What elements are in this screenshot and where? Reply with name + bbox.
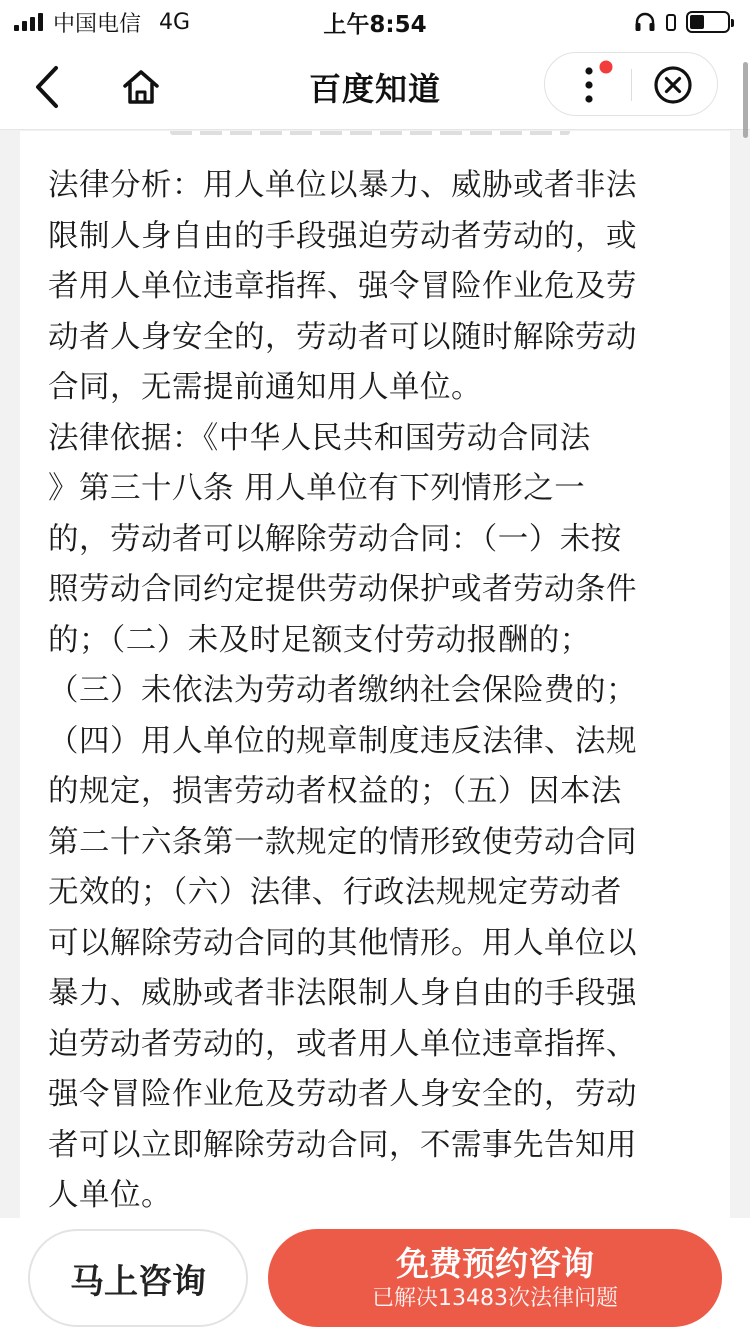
scrollbar[interactable]	[743, 62, 748, 138]
consult-now-button[interactable]	[28, 1229, 248, 1327]
close-circle-icon[interactable]	[632, 53, 719, 117]
back-arrow-icon[interactable]	[28, 64, 68, 110]
answer-content-card	[20, 131, 730, 1218]
battery-icon	[686, 11, 730, 33]
notification-dot	[600, 61, 613, 74]
carrier-name: 中国电信	[53, 11, 142, 37]
solved-count-text: 已解决13483次法律问题	[372, 1286, 618, 1311]
orientation-lock-icon	[666, 12, 676, 32]
clipped-text-line	[170, 131, 570, 135]
consult-now-label: 马上咨询	[70, 1261, 206, 1302]
free-booking-button[interactable]	[268, 1229, 722, 1327]
network-type: 4G	[159, 9, 191, 35]
home-icon[interactable]	[120, 66, 162, 108]
more-dots-icon[interactable]	[545, 53, 631, 117]
status-left	[14, 7, 190, 38]
page-title: 百度知道	[308, 70, 441, 108]
mini-program-capsule	[544, 52, 718, 116]
status-right	[634, 11, 730, 33]
bottom-action-bar	[0, 1218, 750, 1334]
headphones-icon	[634, 12, 656, 32]
free-booking-title: 免费预约咨询	[396, 1244, 594, 1283]
battery-level	[690, 15, 704, 29]
answer-text: 法律分析：用人单位以暴力、威胁或者非法 限制人身自由的手段强迫劳动者劳动的，或 者用人单位违章指挥、强令冒险作业危及劳 动者人身安全的，劳动者可以随时解除劳动 合同，无需提前通知用人单位。 法律依据：《中华人民共和国劳动合同法 》第三十八条 用人单位有下列情形之一 的，劳动者可以解除劳动合同：（一）未按 照劳动合同约定提供劳动保护或者劳动条件 的；（二）未及时足额支付劳动报酬的； （三）未依法为劳动者缴纳社会保险费的； （四）用人单位的规章制度违反法律、法规 的规定，损害劳动者权益的；（五）因本法 第二十六条第一款规定的情形致使劳动合同 无效的；（六）法律、行政法规规定劳动者 可以解除劳动合同的其他情形。用人单位以 暴力、威胁或者非法限制人身自由的手段强 迫劳动者劳动的，或者用人单位违章指挥、 强令冒险作业危及劳动者人身安全的，劳动 者可以立即解除劳动合同，不需事先告知用 人单位。	[48, 168, 637, 1213]
nav-bar	[0, 44, 750, 130]
signal-icon	[14, 13, 43, 31]
status-bar	[0, 0, 750, 44]
status-time: 上午8:54	[323, 11, 427, 38]
